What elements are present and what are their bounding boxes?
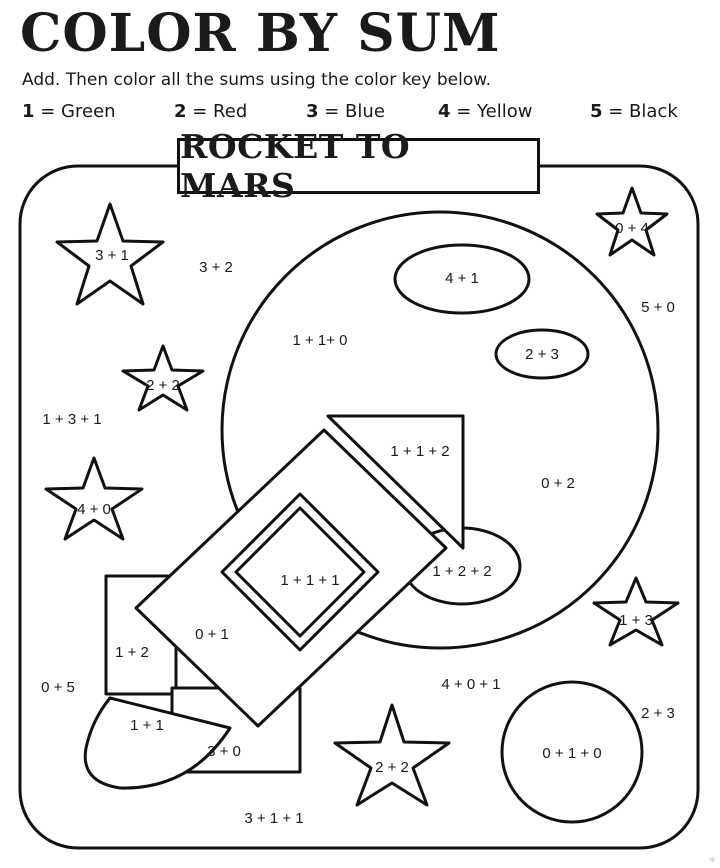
problem-planet-upper: 1 + 1+ 0 bbox=[292, 331, 348, 349]
problem-rocket-nose: 1 + 1 + 2 bbox=[390, 442, 450, 460]
picture-title-box bbox=[177, 127, 540, 205]
picture-title: ROCKET TO MARS bbox=[180, 127, 411, 205]
worksheet-title: COLOR BY SUM bbox=[20, 3, 501, 64]
problem-star-right-lower: 1 + 3 bbox=[619, 611, 653, 629]
key-number: 5 bbox=[590, 101, 603, 122]
problem-crater-small: 2 + 3 bbox=[525, 345, 559, 363]
key-color: = Yellow bbox=[450, 101, 533, 122]
problem-exhaust: 1 + 1 bbox=[130, 716, 164, 734]
problem-star-bottom: 2 + 2 bbox=[375, 758, 409, 776]
problem-left: 1 + 3 + 1 bbox=[42, 410, 102, 428]
key-number: 1 bbox=[22, 101, 35, 122]
key-number: 4 bbox=[438, 101, 451, 122]
problem-right-upper: 5 + 0 bbox=[641, 298, 675, 316]
key-number: 3 bbox=[306, 101, 319, 122]
problem-crater-lower: 1 + 2 + 2 bbox=[432, 562, 492, 580]
problem-fin-bottom: 3 + 0 bbox=[207, 742, 241, 760]
problem-planet-right: 0 + 2 bbox=[541, 474, 575, 492]
key-color: = Black bbox=[602, 101, 678, 122]
problem-bottom: 3 + 1 + 1 bbox=[244, 809, 304, 827]
key-color: = Blue bbox=[318, 101, 385, 122]
problem-left-bottom: 0 + 5 bbox=[41, 678, 75, 696]
sparkle-icon: ✳ bbox=[708, 856, 716, 866]
problem-star-left-middle: 2 + 2 bbox=[146, 376, 180, 394]
problem-star-top-right: 0 + 4 bbox=[615, 219, 649, 237]
key-color: = Green bbox=[34, 101, 116, 122]
problem-crater-top: 4 + 1 bbox=[445, 269, 479, 287]
problem-top-left: 3 + 2 bbox=[199, 258, 233, 276]
problem-rocket-window: 1 + 1 + 1 bbox=[280, 571, 340, 589]
problem-right-bottom: 2 + 3 bbox=[641, 704, 675, 722]
problem-star-left-lower: 4 + 0 bbox=[77, 500, 111, 518]
problem-rocket-body: 0 + 1 bbox=[195, 625, 229, 643]
problem-moon: 0 + 1 + 0 bbox=[542, 744, 602, 762]
problem-star-top-left: 3 + 1 bbox=[95, 246, 129, 264]
key-color: = Red bbox=[186, 101, 248, 122]
problem-fin-left: 1 + 2 bbox=[115, 643, 149, 661]
instructions: Add. Then color all the sums using the color key below. bbox=[22, 70, 491, 90]
key-number: 2 bbox=[174, 101, 187, 122]
problem-bottom-middle: 4 + 0 + 1 bbox=[441, 675, 501, 693]
